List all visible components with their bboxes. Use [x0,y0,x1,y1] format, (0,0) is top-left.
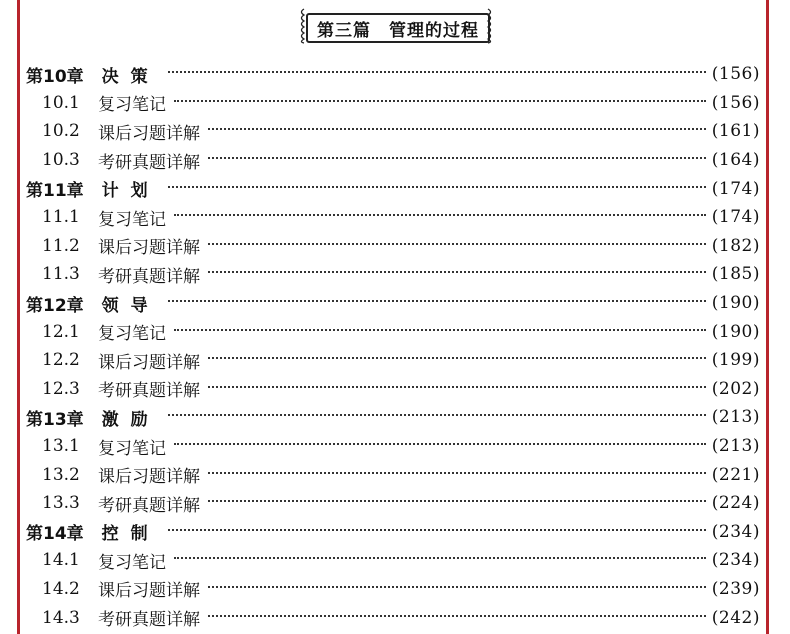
toc-section-row[interactable] [26,203,760,232]
table-of-contents [26,60,760,632]
section-title: 考研真题详解 [98,266,200,287]
chapter-title: 激励 [101,409,160,430]
part-title-box [306,13,490,43]
page-number: (221) [711,464,760,485]
section-number: 14.2 [42,578,80,599]
dot-leader [168,529,706,531]
section-number: 10.3 [42,150,80,171]
wavy-border-right [484,8,494,44]
section-title: 课后习题详解 [98,467,200,488]
page-number: (156) [711,64,760,85]
section-number: 10.1 [42,92,80,113]
page-number: (161) [711,121,760,142]
dot-leader [208,472,706,474]
section-number: 13.2 [42,464,80,485]
chapter-number: 第10章 [26,66,84,87]
page-number: (199) [711,350,760,371]
section-title: 考研真题详解 [98,495,200,516]
section-title: 课后习题详解 [98,352,200,373]
toc-section-row[interactable] [26,460,760,489]
page-number: (182) [711,235,760,256]
page-number: (174) [711,178,760,199]
section-title: 课后习题详解 [98,123,200,144]
section-number: 13.3 [42,493,80,514]
section-title: 复习笔记 [98,95,166,116]
toc-chapter-row[interactable] [26,60,760,89]
page-number: (239) [711,578,760,599]
part-title-name: 管理的过程 [389,20,479,41]
dot-leader [174,443,706,445]
page-number: (213) [711,436,760,457]
dot-leader [168,186,706,188]
section-number: 12.3 [42,378,80,399]
page-number: (190) [711,321,760,342]
page-number: (174) [711,207,760,228]
dot-leader [208,500,706,502]
page-number: (164) [711,150,760,171]
section-number: 11.1 [42,207,80,228]
chapter-title: 计划 [101,181,160,202]
page-number: (234) [711,550,760,571]
toc-section-row[interactable] [26,603,760,632]
toc-chapter-row[interactable] [26,174,760,203]
dot-leader [208,271,706,273]
page-number: (190) [711,293,760,314]
toc-chapter-row[interactable] [26,518,760,547]
dot-leader [168,300,706,302]
chapter-number: 第13章 [26,409,84,430]
toc-chapter-row[interactable] [26,289,760,318]
section-title: 复习笔记 [98,438,166,459]
section-title: 考研真题详解 [98,610,200,631]
part-title-label: 第三篇 [317,20,371,41]
toc-chapter-row[interactable] [26,403,760,432]
page-number: (242) [711,607,760,628]
section-title: 课后习题详解 [98,238,200,259]
page-number: (213) [711,407,760,428]
dot-leader [174,214,706,216]
chapter-number: 第11章 [26,181,84,202]
dot-leader [174,557,706,559]
page-number: (234) [711,521,760,542]
dot-leader [208,586,706,588]
page-number: (202) [711,378,760,399]
section-number: 12.2 [42,350,80,371]
section-number: 11.2 [42,235,80,256]
toc-section-row[interactable] [26,146,760,175]
section-number: 14.1 [42,550,80,571]
page-number: (156) [711,92,760,113]
page-number: (185) [711,264,760,285]
dot-leader [208,128,706,130]
section-title: 课后习题详解 [98,581,200,602]
dot-leader [174,100,706,102]
toc-section-row[interactable] [26,232,760,261]
part-title-banner [298,8,494,44]
dot-leader [208,157,706,159]
dot-leader [208,243,706,245]
toc-section-row[interactable] [26,317,760,346]
chapter-title: 决策 [101,66,160,87]
section-title: 复习笔记 [98,552,166,573]
section-number: 11.3 [42,264,80,285]
section-number: 14.3 [42,607,80,628]
chapter-title: 领导 [101,295,160,316]
toc-section-row[interactable] [26,89,760,118]
page-border-right [766,0,769,634]
toc-section-row[interactable] [26,575,760,604]
dot-leader [168,71,706,73]
toc-section-row[interactable] [26,346,760,375]
dot-leader [208,615,706,617]
page-number: (224) [711,493,760,514]
toc-section-row[interactable] [26,489,760,518]
toc-section-row[interactable] [26,546,760,575]
section-title: 考研真题详解 [98,381,200,402]
section-title: 复习笔记 [98,209,166,230]
chapter-title: 控制 [101,524,160,545]
dot-leader [208,357,706,359]
dot-leader [168,414,706,416]
chapter-number: 第12章 [26,295,84,316]
toc-section-row[interactable] [26,375,760,404]
section-number: 10.2 [42,121,80,142]
toc-section-row[interactable] [26,117,760,146]
page-border-left [17,0,20,634]
section-title: 考研真题详解 [98,152,200,173]
toc-section-row[interactable] [26,432,760,461]
section-number: 13.1 [42,436,80,457]
dot-leader [174,329,706,331]
section-number: 12.1 [42,321,80,342]
toc-section-row[interactable] [26,260,760,289]
section-title: 复习笔记 [98,324,166,345]
dot-leader [208,386,706,388]
chapter-number: 第14章 [26,524,84,545]
